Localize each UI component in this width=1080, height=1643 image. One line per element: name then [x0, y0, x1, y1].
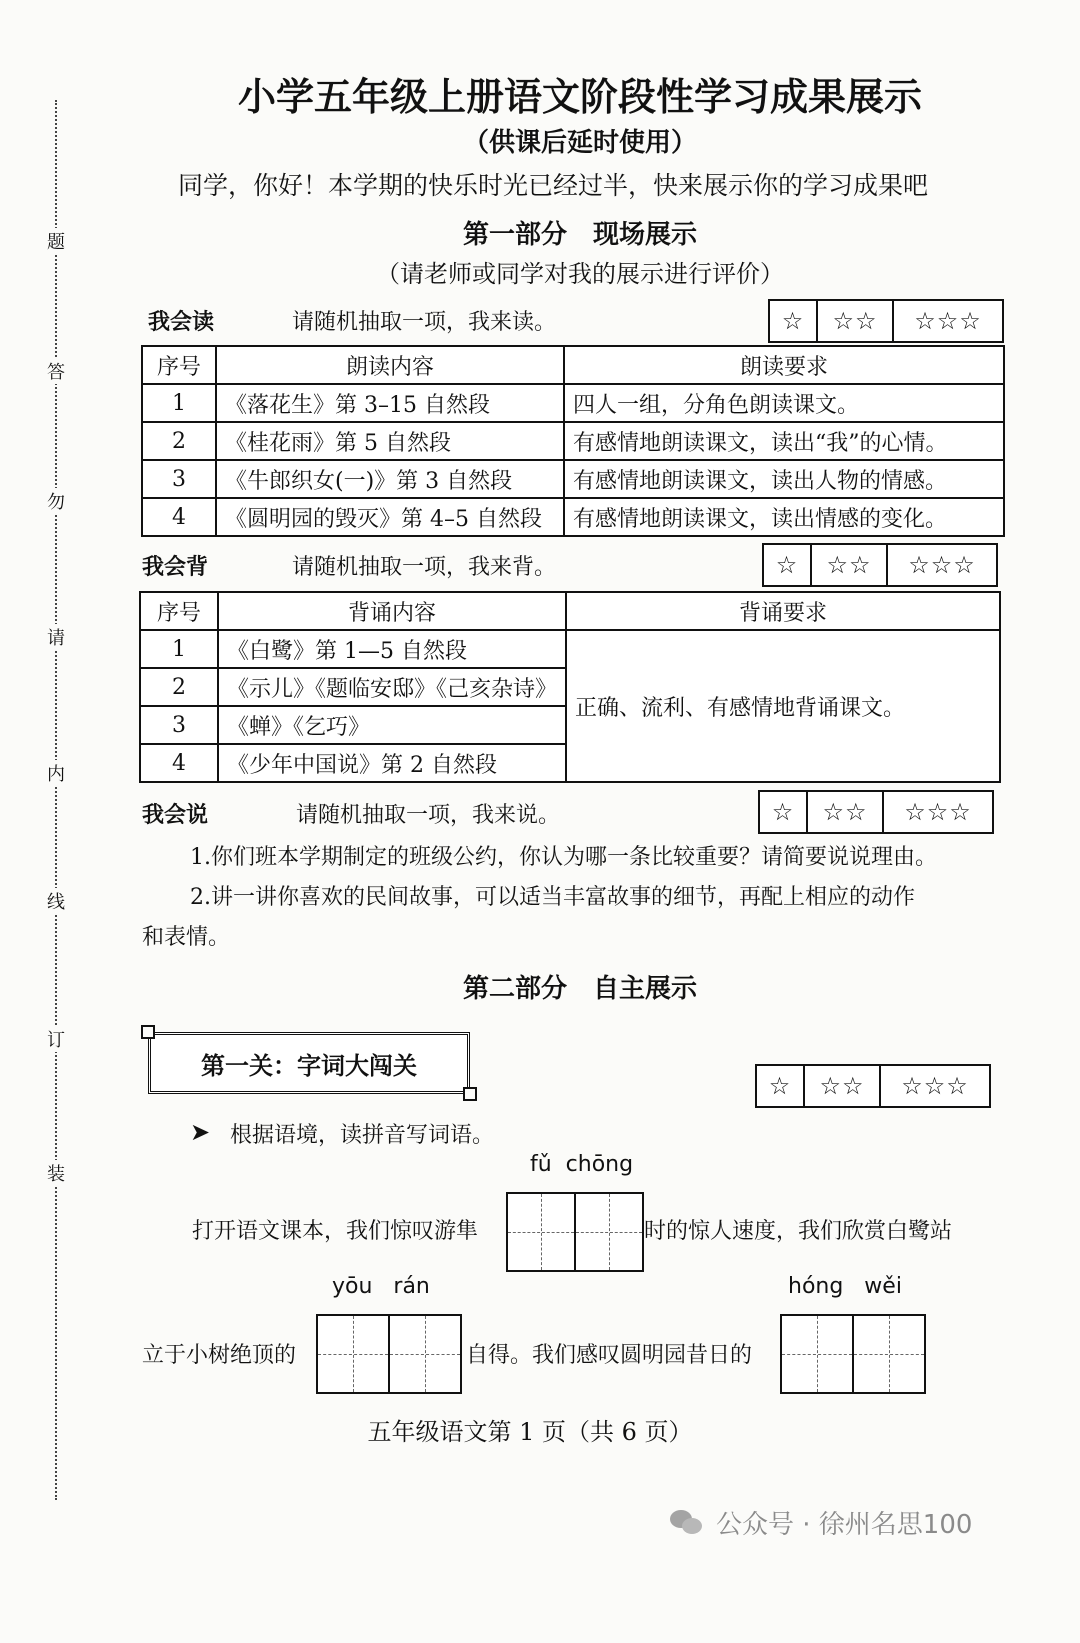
table-cell: 4	[142, 498, 216, 536]
table-cell: 有感情地朗读课文，读出人物的情感。	[564, 460, 1004, 498]
binding-char: 装	[44, 1160, 68, 1186]
writing-grid[interactable]	[316, 1314, 462, 1394]
speak-item-1: 1.你们班本学期制定的班级公约，你认为哪一条比较重要？请简要说说理由。	[190, 845, 937, 870]
read-table	[141, 345, 1005, 537]
table-row	[142, 422, 1004, 460]
pinyin-fuchong: fǔ chōng	[530, 1152, 634, 1177]
rating-two-star[interactable]: ☆☆	[803, 1066, 879, 1106]
table-cell: 四人一组，分角色朗读课文。	[564, 384, 1004, 422]
level1-rating	[755, 1064, 991, 1108]
rating-three-star[interactable]: ☆☆☆	[892, 301, 1002, 341]
table-cell: 2	[140, 668, 218, 706]
sentence-line-1a: 打开语文课本，我们惊叹游隼	[192, 1219, 479, 1244]
watermark	[670, 1504, 972, 1541]
read-instruction: 请随机抽取一项，我来读。	[292, 310, 557, 335]
binding-char: 答	[44, 358, 68, 384]
table-cell: 1	[142, 384, 216, 422]
sentence-line-1b: 时的惊人速度，我们欣赏白鹭站	[644, 1219, 953, 1244]
page-subtitle: （供课后延时使用）	[462, 128, 697, 158]
binding-char: 内	[44, 760, 68, 786]
binding-dotted-line	[55, 100, 57, 1500]
watermark-text: 公众号 · 徐州名思100	[716, 1510, 973, 1540]
table-header-row	[140, 592, 1000, 630]
table-cell: 3	[140, 706, 218, 744]
greeting-text: 同学，你好！本学期的快乐时光已经过半，快来展示你的学习成果吧	[178, 171, 929, 200]
speak-instruction: 请随机抽取一项，我来说。	[296, 803, 561, 828]
table-row	[140, 630, 1000, 668]
binding-char: 线	[44, 888, 68, 914]
sentence-line-2b: 自得。我们感叹圆明园昔日的	[466, 1343, 753, 1368]
sentence-line-2a: 立于小树绝顶的	[142, 1343, 297, 1368]
binding-char: 题	[44, 228, 68, 254]
table-cell: 3	[142, 460, 216, 498]
table-header: 朗读内容	[216, 346, 564, 384]
speak-item-2: 2.讲一讲你喜欢的民间故事，可以适当丰富故事的细节，再配上相应的动作	[190, 885, 915, 910]
binding-char: 订	[44, 1026, 68, 1052]
table-cell: 2	[142, 422, 216, 460]
read-rating	[768, 299, 1004, 343]
recite-instruction: 请随机抽取一项，我来背。	[292, 555, 557, 580]
table-cell: 有感情地朗读课文，读出情感的变化。	[564, 498, 1004, 536]
level1-banner: 第一关：字词大闯关	[148, 1032, 470, 1094]
table-cell: 《蝉》《乞巧》	[218, 706, 566, 744]
binding-char: 请	[44, 624, 68, 650]
part2-title: 第二部分 自主展示	[462, 974, 697, 1004]
page-title: 小学五年级上册语文阶段性学习成果展示	[237, 74, 922, 119]
rating-two-star[interactable]: ☆☆	[810, 545, 886, 585]
table-row	[142, 384, 1004, 422]
table-cell: 《桂花雨》第 5 自然段	[216, 422, 564, 460]
rating-one-star[interactable]: ☆	[781, 307, 805, 335]
table-header: 朗读要求	[564, 346, 1004, 384]
table-header-row	[142, 346, 1004, 384]
table-header: 背诵内容	[218, 592, 566, 630]
table-cell: 1	[140, 630, 218, 668]
table-cell: 《牛郎织女(一)》第 3 自然段	[216, 460, 564, 498]
rating-three-star[interactable]: ☆☆☆	[879, 1066, 989, 1106]
table-row	[142, 460, 1004, 498]
speak-rating	[758, 790, 994, 834]
rating-one-star[interactable]: ☆	[771, 798, 795, 826]
arrow-bullet-icon: ➤	[190, 1118, 211, 1146]
writing-cell[interactable]	[852, 1316, 924, 1392]
speak-label: 我会说	[142, 802, 209, 828]
part1-title: 第一部分 现场展示	[462, 220, 697, 250]
table-header: 序号	[140, 592, 218, 630]
table-cell: 《落花生》第 3–15 自然段	[216, 384, 564, 422]
recite-table	[139, 591, 1001, 783]
rating-three-star[interactable]: ☆☆☆	[882, 792, 992, 832]
speak-item-2-cont: 和表情。	[142, 925, 231, 950]
task-instruction: 根据语境，读拼音写词语。	[230, 1123, 495, 1148]
writing-cell[interactable]	[508, 1194, 574, 1270]
recite-rating	[762, 543, 998, 587]
recite-requirement: 正确、流利、有感情地背诵课文。	[566, 630, 1000, 782]
table-cell: 有感情地朗读课文，读出“我”的心情。	[564, 422, 1004, 460]
pinyin-youran: yōu rán	[332, 1274, 430, 1299]
read-label: 我会读	[148, 309, 215, 335]
table-cell: 《示儿》《题临安邸》《己亥杂诗》	[218, 668, 566, 706]
table-cell: 《少年中国说》第 2 自然段	[218, 744, 566, 782]
writing-grid[interactable]	[506, 1192, 644, 1272]
table-row	[142, 498, 1004, 536]
table-cell: 《圆明园的毁灭》第 4–5 自然段	[216, 498, 564, 536]
rating-three-star[interactable]: ☆☆☆	[886, 545, 996, 585]
table-cell: 《白鹭》第 1—5 自然段	[218, 630, 566, 668]
pinyin-hongwei: hóng wěi	[788, 1274, 902, 1299]
rating-one-star[interactable]: ☆	[775, 551, 799, 579]
writing-grid[interactable]	[780, 1314, 926, 1394]
table-header: 背诵要求	[566, 592, 1000, 630]
writing-cell[interactable]	[318, 1316, 388, 1392]
rating-one-star[interactable]: ☆	[768, 1072, 792, 1100]
wechat-icon	[670, 1508, 706, 1538]
table-header: 序号	[142, 346, 216, 384]
writing-cell[interactable]	[388, 1316, 460, 1392]
table-cell: 4	[140, 744, 218, 782]
writing-cell[interactable]	[782, 1316, 852, 1392]
rating-two-star[interactable]: ☆☆	[816, 301, 892, 341]
page-number: 五年级语文第 1 页（共 6 页）	[367, 1418, 693, 1446]
rating-two-star[interactable]: ☆☆	[806, 792, 882, 832]
part1-subtitle: （请老师或同学对我的展示进行评价）	[376, 260, 784, 288]
writing-cell[interactable]	[574, 1194, 642, 1270]
binding-char: 勿	[44, 488, 68, 514]
recite-label: 我会背	[142, 554, 209, 580]
